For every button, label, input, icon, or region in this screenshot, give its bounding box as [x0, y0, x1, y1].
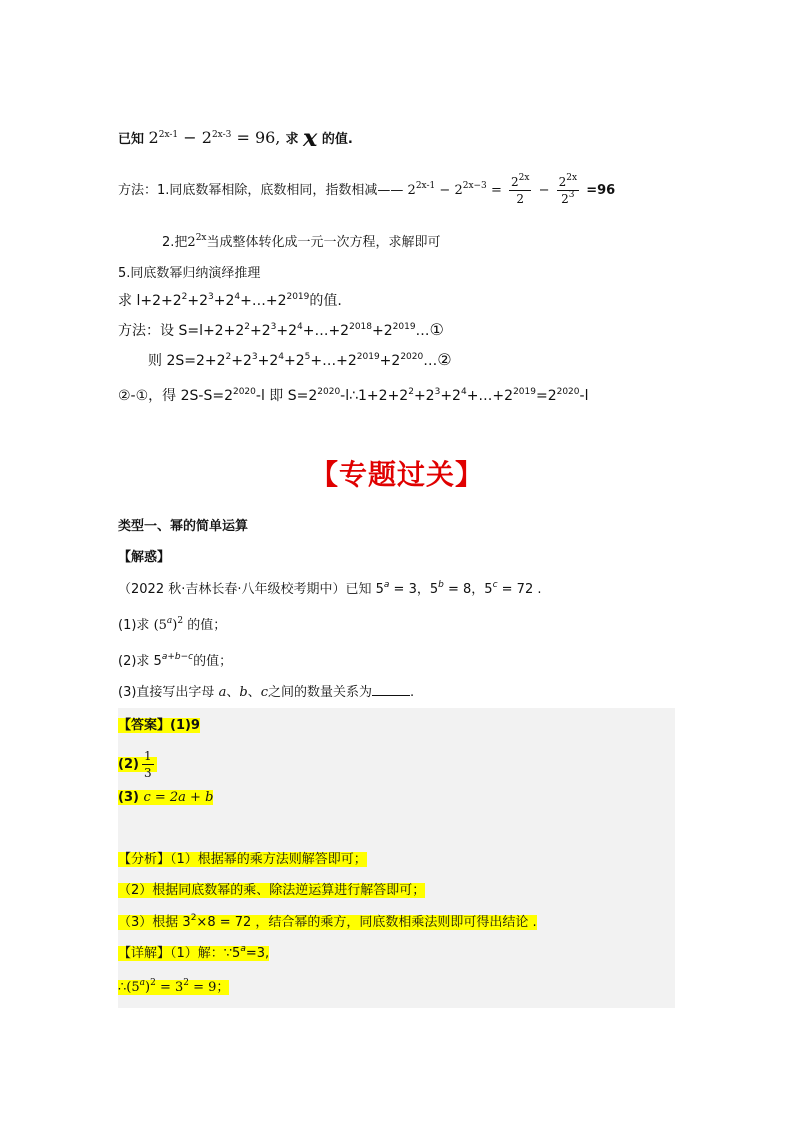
exponent: 4	[296, 322, 303, 332]
exponent: 2020	[317, 387, 341, 397]
answer-2	[118, 748, 157, 781]
var-a: a	[218, 685, 227, 700]
detail-2	[118, 978, 229, 998]
m-text: +2	[249, 323, 271, 339]
answer-expr: c = 2a + b	[143, 790, 214, 805]
exponent: 2	[244, 322, 250, 332]
q-text: 求 l+2+2	[118, 293, 182, 309]
problem-prefix: 已知	[118, 132, 145, 147]
exponent: 2	[183, 978, 189, 988]
m-text: +2	[379, 353, 401, 369]
exponent: 2	[181, 292, 188, 302]
jiehuo-label: 【解惑】	[118, 550, 171, 565]
exponent: b	[438, 580, 444, 590]
analysis-text: （2）根据同底数幂的乘、除法逆运算进行解答即可；	[118, 883, 426, 898]
method-text: 方法：1.同底数幂相除，底数相同，指数相减——	[118, 183, 404, 198]
answer-blank[interactable]	[372, 683, 410, 696]
minus-sign: −	[439, 183, 451, 198]
method-line-2	[162, 233, 441, 253]
minus-sign: −	[183, 128, 197, 147]
m-text: 方法：设 S=l+2+2	[118, 323, 245, 339]
m-text: +…+2	[302, 323, 350, 339]
q-text: 的值.	[309, 293, 342, 309]
detail-text: ∴(5	[118, 980, 140, 995]
q-text: +2	[187, 293, 208, 309]
c-text: ②-①，得 2S-S=2	[118, 388, 233, 404]
m-text: +2	[231, 353, 252, 369]
section-5-question	[118, 291, 342, 311]
detail-text: = 3	[155, 980, 184, 995]
c-text: +2	[440, 388, 461, 404]
exponent: 2x-1	[158, 130, 179, 140]
equals: = 96,	[236, 128, 281, 147]
q-text: .	[409, 685, 415, 700]
type-heading: 类型一、幂的简单运算	[118, 519, 249, 534]
exponent: 3	[251, 352, 258, 362]
answer-3	[118, 788, 213, 808]
detail-text: 【详解】（1）解：∵5	[118, 946, 241, 961]
separator: 、	[226, 685, 240, 700]
answer-1	[118, 716, 200, 736]
exponent: 2x-3	[211, 130, 232, 140]
problem-statement	[118, 123, 353, 152]
separator: 、	[247, 685, 261, 700]
m-text: +2	[284, 353, 305, 369]
m-text: +…+2	[310, 353, 357, 369]
exponent: 3	[270, 322, 277, 332]
detail-1	[118, 944, 269, 964]
fraction-1	[509, 174, 531, 207]
analysis-2	[118, 881, 425, 901]
equals: =	[490, 183, 502, 198]
q-text: +2	[213, 293, 235, 309]
exponent: 5	[304, 352, 311, 362]
fraction-2	[557, 174, 579, 207]
base: 2	[187, 235, 196, 250]
denominator-base: 2	[561, 192, 569, 206]
m-text: +2	[276, 323, 297, 339]
analysis-3	[118, 913, 537, 933]
m-text: +2	[257, 353, 279, 369]
problem-suffix: 的值.	[321, 132, 353, 147]
method-line-1	[118, 174, 615, 207]
q-text: (3)直接写出字母	[118, 685, 215, 700]
exponent: 2x	[518, 173, 530, 183]
exponent: 2019	[286, 292, 310, 302]
section-5-conclusion	[118, 386, 588, 406]
source-text: = 72 .	[501, 582, 542, 597]
c-text: +2	[413, 388, 435, 404]
source-text: = 8，5	[447, 582, 493, 597]
exponent: 3	[208, 292, 214, 302]
c-text: -l	[579, 388, 589, 404]
exponent: 2x−3	[462, 181, 487, 191]
base: 2	[454, 183, 463, 198]
exponent: 2019	[513, 387, 536, 397]
exponent: 2019	[356, 352, 380, 362]
exponent: 4	[460, 387, 467, 397]
exponent: a+b−c	[161, 652, 194, 662]
c-text: -l 即 S=2	[255, 388, 318, 404]
base: 2	[148, 128, 159, 147]
result: =96	[586, 183, 616, 198]
base: 2	[407, 183, 416, 198]
source-line	[118, 580, 542, 600]
exponent: a	[383, 580, 390, 590]
detail-text: = 9；	[188, 980, 230, 995]
c-text: +…+2	[466, 388, 514, 404]
q-text: 的值；	[187, 618, 227, 633]
var-b: b	[239, 685, 248, 700]
base: 2	[201, 128, 212, 147]
q-expr: (5	[153, 618, 167, 633]
question-1	[118, 616, 226, 636]
section-5-method-1	[118, 320, 444, 341]
analysis-text: 【分析】（1）根据幂的乘方法则解答即可；	[118, 852, 367, 867]
circle-1: ①	[429, 320, 444, 339]
ask: 求	[285, 132, 299, 147]
source-text: = 3，5	[393, 582, 439, 597]
section-5-method-2	[148, 350, 452, 371]
section-title: 【专题过关】	[309, 458, 484, 491]
answer-label: (2)	[118, 757, 139, 772]
exponent: 2	[225, 352, 232, 362]
exponent: 2	[408, 387, 414, 397]
detail-text: )	[145, 980, 151, 995]
analysis-1	[118, 850, 367, 870]
circle-2: ②	[437, 350, 452, 369]
section-5-heading: 5.同底数幂归纳演绎推理	[118, 266, 261, 281]
q-text: 之间的数量关系为	[267, 685, 372, 700]
exponent: 2019	[392, 322, 416, 332]
c-text: -l∴1+2+2	[340, 388, 409, 404]
minus-sign: −	[538, 183, 550, 198]
exponent: 2x	[195, 233, 207, 243]
denominator: 3	[143, 766, 152, 780]
m-text: 则 2S=2+2	[148, 353, 226, 369]
exponent: a	[166, 616, 173, 626]
analysis-text: （3）根据 3	[118, 915, 191, 930]
q-text: 的值；	[193, 654, 233, 669]
exponent: 2	[150, 978, 156, 988]
exponent: 2020	[400, 352, 424, 362]
c-text: =2	[535, 388, 557, 404]
exponent: 2020	[556, 387, 580, 397]
exponent: 3	[434, 387, 441, 397]
answer-label: (3)	[118, 790, 139, 805]
q-expr: )	[172, 618, 178, 633]
analysis-text: ×8 = 72 ，结合幂的乘方，同底数相乘法则即可得出结论 .	[196, 915, 537, 930]
answer-fraction	[142, 748, 154, 781]
question-3	[118, 683, 414, 703]
exponent: 2	[177, 616, 184, 626]
m-text: …	[415, 323, 430, 339]
exponent: a	[240, 944, 246, 954]
q-text: (1)求	[118, 618, 150, 633]
exponent: 2x	[566, 173, 578, 183]
exponent: 2	[190, 913, 197, 923]
q-text: (2)求 5	[118, 654, 162, 669]
method-step-2-text: 当成整体转化成一元一次方程，求解即可	[206, 235, 441, 250]
exponent: 3	[568, 190, 575, 200]
denominator: 2	[516, 192, 525, 206]
exponent: 4	[234, 292, 241, 302]
exponent: 4	[278, 352, 285, 362]
exponent: c	[492, 580, 498, 590]
m-text: +2	[372, 323, 393, 339]
exponent: a	[139, 978, 145, 988]
m-text: …	[423, 353, 438, 369]
variable-x: x	[303, 123, 318, 152]
source-text: （2022 秋·吉林长春·八年级校考期中）已知 5	[118, 582, 384, 597]
q-text: +…+2	[240, 293, 287, 309]
exponent: 2x-1	[415, 181, 436, 191]
question-2	[118, 652, 232, 672]
numerator: 1	[143, 749, 152, 763]
numerator-base: 2	[558, 175, 567, 189]
exponent: 2020	[232, 387, 256, 397]
exponent: 2018	[349, 322, 372, 332]
method-step-2: 2.把	[162, 235, 188, 250]
var-c: c	[260, 685, 268, 700]
detail-text: =3,	[245, 946, 270, 961]
answer-label: 【答案】(1)9	[118, 718, 200, 733]
numerator-base: 2	[510, 175, 519, 189]
